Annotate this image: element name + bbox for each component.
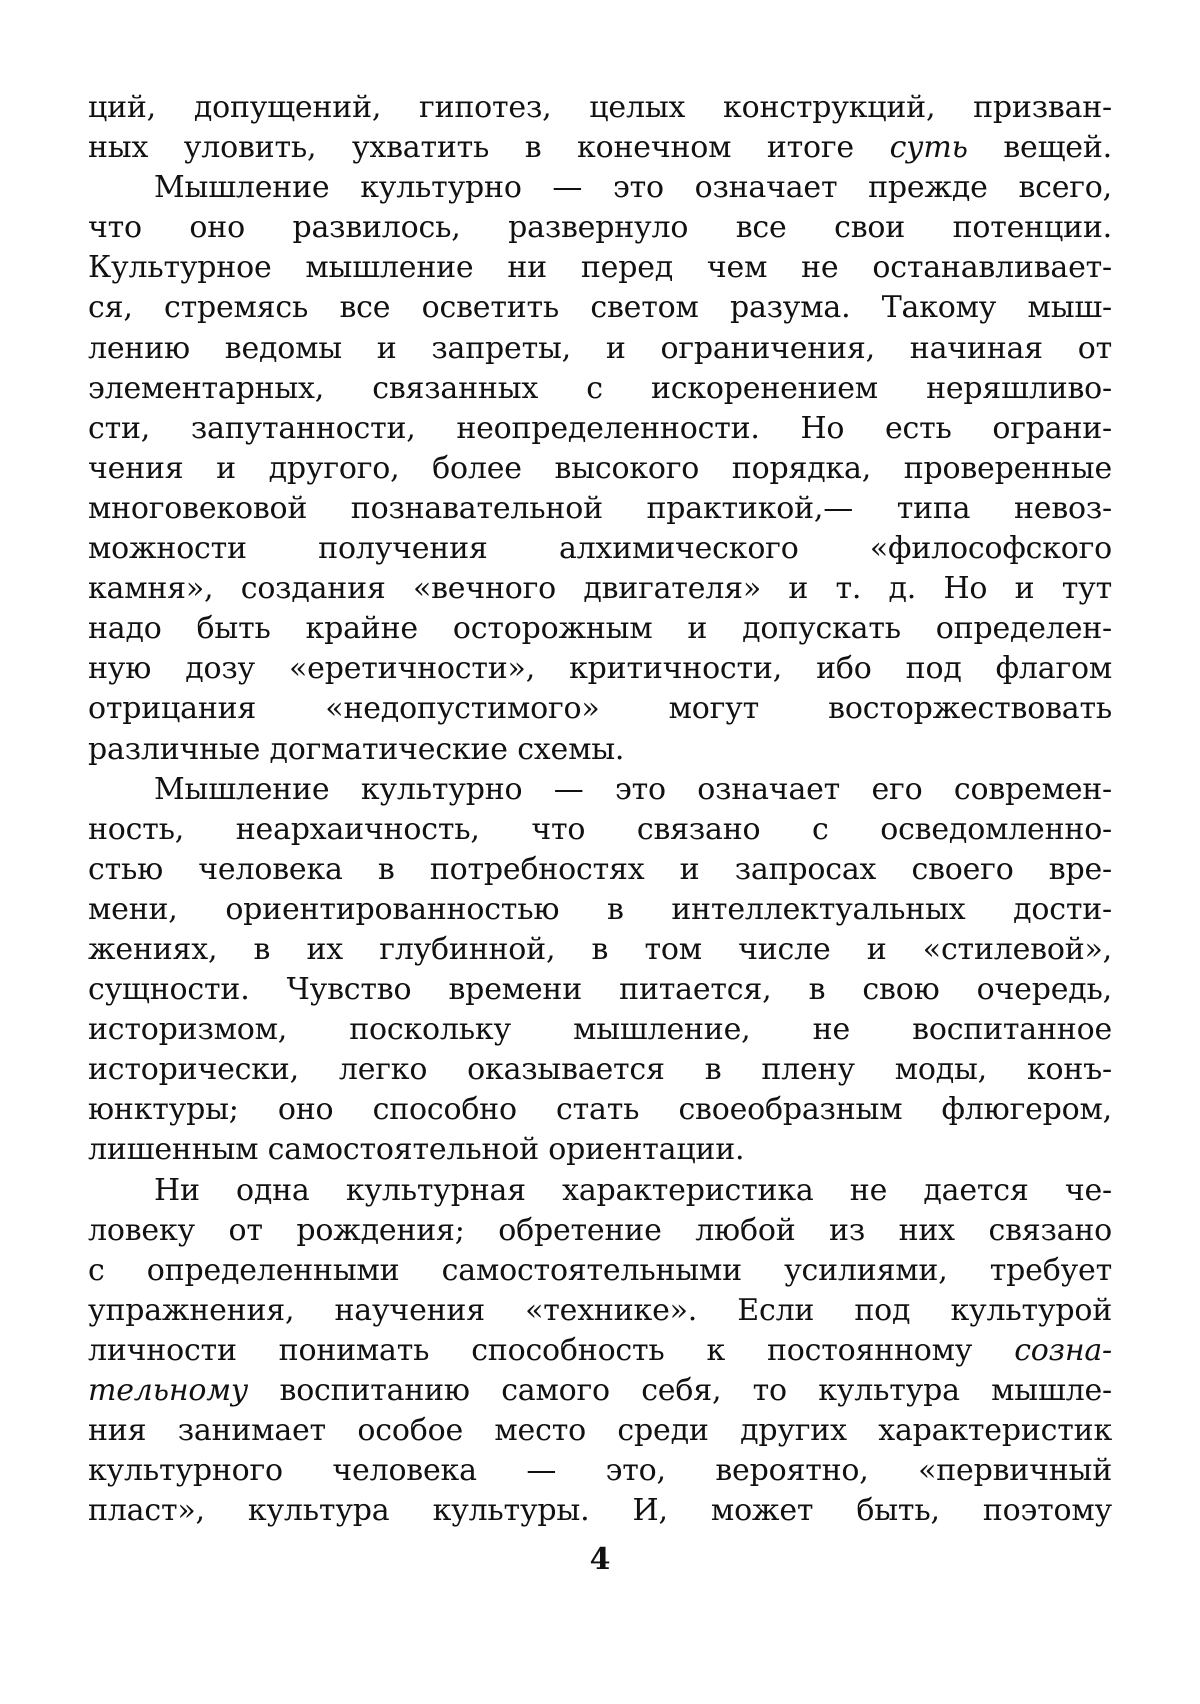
text-line-35: культурного человека — это, вероятно, «первичный	[88, 1453, 1112, 1489]
text-line-2	[88, 128, 1112, 168]
text-line-36: пласт», культура культуры. И, может быть, поэтому	[88, 1493, 1112, 1529]
text-line-34: ния занимает особое место среди других характеристик	[88, 1413, 1112, 1449]
text-line-21: мени, ориентированностью в интеллектуальных дости-	[88, 891, 1112, 927]
text-line-13: камня», создания «вечного двигателя» и т. д. Но и тут	[88, 571, 1112, 607]
text-line-2-main: ных уловить, ухватить в конечном итоге	[88, 130, 854, 166]
text-line-4: что оно развилось, развернуло все свои потенции.	[88, 210, 1112, 246]
text-line-29: ловеку от рождения; обретение любой из них связано	[88, 1212, 1112, 1248]
text-line-12: можности получения алхимического «философского	[88, 531, 1112, 567]
text-line-5: Культурное мышление ни перед чем не останавливает-	[88, 250, 1112, 286]
text-line-2-tail: вещей.	[967, 130, 1112, 166]
text-line-14: надо быть крайне осторожным и допускать определен-	[88, 611, 1112, 647]
text-line-1: ций, допущений, гипотез, целых конструкций, призван-	[88, 90, 1112, 125]
text-line-7: лению ведомы и запреты, и ограничения, начиная от	[88, 330, 1112, 366]
paragraph-3-start: Мышление культурно — это означает его современ-	[154, 771, 1112, 807]
text-line-27: лишенным самостоятельной ориентации.	[88, 1132, 745, 1168]
text-line-24: историзмом, поскольку мышление, не воспитанное	[88, 1012, 1112, 1048]
text-line-8: элементарных, связанных с искоренением неряшливо-	[88, 370, 1112, 406]
text-line-22: жениях, в их глубинной, в том числе и «стилевой»,	[88, 931, 1112, 967]
text-line-33-main: воспитанию самого себя, то культура мышле-	[279, 1373, 1112, 1408]
text-line-31: упражнения, научения «технике». Если под культурой	[88, 1292, 1112, 1328]
text-line-16: отрицания «недопустимого» могут восторжествовать	[88, 691, 1112, 727]
text-line-15: ную дозу «еретичности», критичности, ибо под флагом	[88, 651, 1112, 687]
text-line-10: чения и другого, более высокого порядка, проверенные	[88, 450, 1112, 486]
emphasis-telnomu: тельному	[88, 1373, 249, 1408]
text-line-32-main: личности понимать способность к постоянному	[88, 1332, 973, 1368]
emphasis-sut: суть	[889, 130, 968, 166]
text-line-19: ность, неархаичность, что связано с осведомленно-	[88, 811, 1112, 847]
page-number: 4	[589, 1542, 611, 1577]
emphasis-sozna: созна-	[1014, 1332, 1112, 1368]
text-line-9: сти, запутанности, неопределенности. Но есть ограни-	[88, 410, 1112, 446]
text-line-23: сущности. Чувство времени питается, в свою очередь,	[88, 972, 1112, 1008]
text-line-11: многовековой познавательной практикой,— типа невоз-	[88, 490, 1112, 526]
text-line-25: исторически, легко оказывается в плену моды, конъ-	[88, 1052, 1112, 1088]
paragraph-4-start: Ни одна культурная характеристика не дается че-	[154, 1172, 1112, 1208]
text-line-30: с определенными самостоятельными усилиями, требует	[88, 1252, 1112, 1288]
text-line-6: ся, стремясь все осветить светом разума. Такому мыш-	[88, 290, 1112, 326]
text-line-17: различные догматические схемы.	[88, 731, 625, 767]
book-page	[88, 88, 1112, 1608]
text-line-33	[88, 1371, 1112, 1411]
text-line-20: стью человека в потребностях и запросах своего вре-	[88, 851, 1112, 887]
paragraph-2-start: Мышление культурно — это означает прежде всего,	[154, 170, 1112, 206]
text-line-32	[88, 1331, 1112, 1371]
text-line-26: юнктуры; оно способно стать своеобразным флюгером,	[88, 1092, 1112, 1128]
